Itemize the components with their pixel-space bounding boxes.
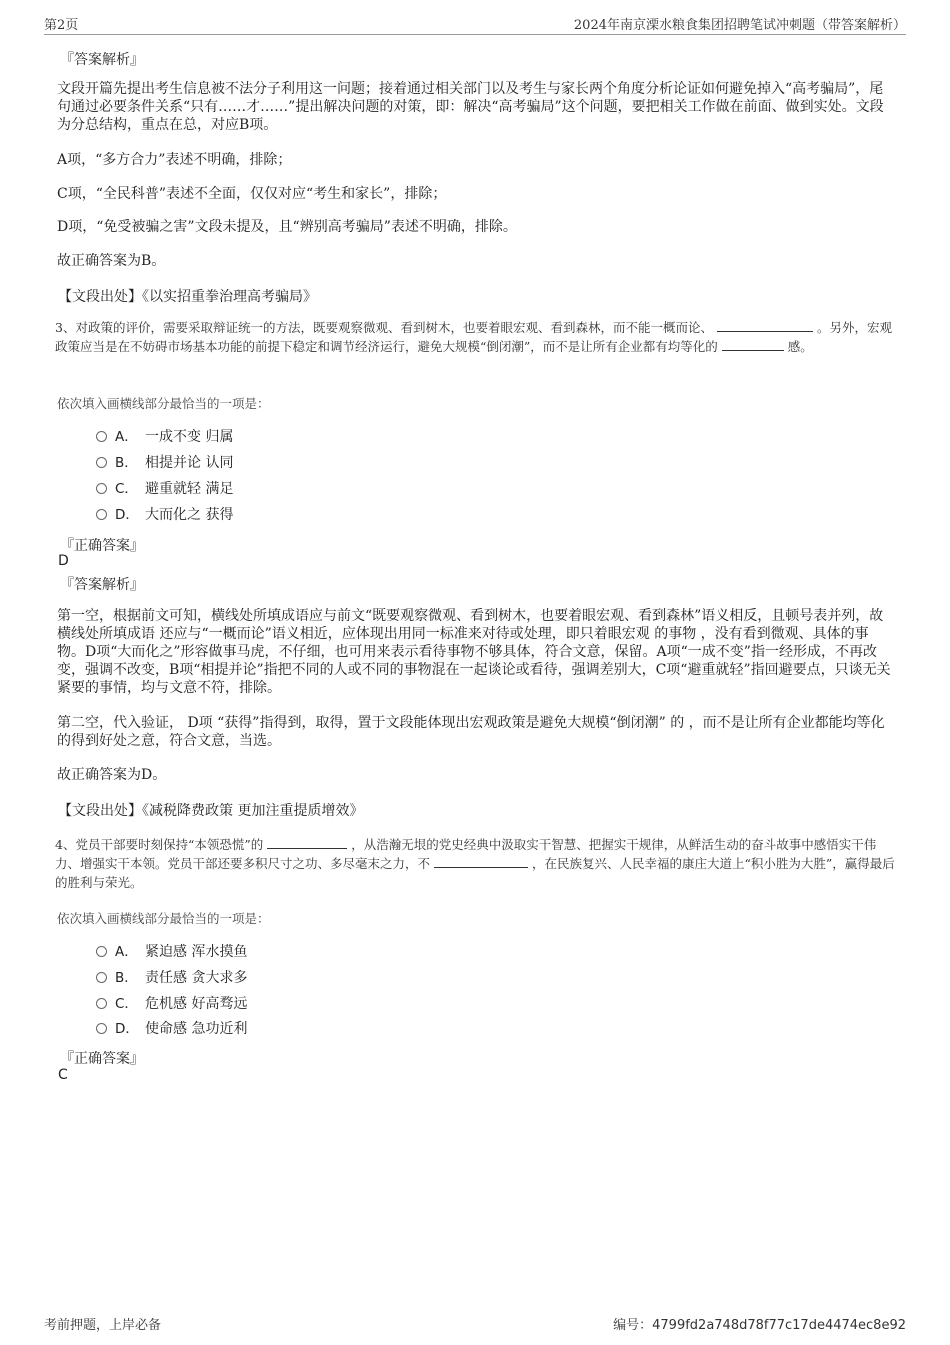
analysis-option-a: A项，“多方合力”表述不明确，排除； xyxy=(57,152,292,168)
question-4-part2: ，从浩瀚无垠的党史经典中汲取实干智慧、把握实干规律，从鲜活生动的奋斗故事中感悟实干伟力、增强实干本领。党员干部还要多积尺寸之功、多尽毫末之力，不 xyxy=(55,837,877,871)
correct-answer-title: 『正确答案』 xyxy=(60,538,144,554)
page-header xyxy=(44,14,906,35)
option-c[interactable]: C． 危机感 好高骛远 xyxy=(96,994,247,1014)
option-b[interactable]: B． 责任感 贪大求多 xyxy=(96,968,247,988)
question-4-part1: 4、党员干部要时刻保持“本领恐慌”的 xyxy=(55,837,264,852)
question-3-text xyxy=(55,318,895,356)
question-4-instruction: 依次填入画横线部分最恰当的一项是： xyxy=(57,911,270,926)
correct-answer: C xyxy=(58,1067,68,1083)
radio-icon[interactable] xyxy=(96,431,107,442)
question-3-instruction: 依次填入画横线部分最恰当的一项是： xyxy=(57,396,270,411)
analysis-option-d: D项，“免受被骗之害”文段未提及，且“辨别高考骗局”表述不明确，排除。 xyxy=(57,219,517,235)
fill-blank-2 xyxy=(722,338,784,351)
analysis-title: 『答案解析』 xyxy=(60,577,144,593)
analysis-title: 『答案解析』 xyxy=(60,52,144,68)
analysis-option-c: C项，“全民科普”表述不全面，仅仅对应“考生和家长”，排除； xyxy=(57,186,447,202)
option-d[interactable]: D． 大而化之 获得 xyxy=(96,505,233,525)
page-number: 第2页 xyxy=(44,18,79,33)
correct-answer: D xyxy=(58,553,69,569)
analysis-paragraph: 文段开篇先提出考生信息被不法分子利用这一问题；接着通过相关部门以及考生与家长两个角度分析论证如何避免掉入“高考骗局”，尾句通过必要条件关系“只有……才……”提出解决问题的对策，即：解决“高考骗局”这个问题，要把相关工作做在前面、做到实处。文段为分总结构，重点在总，对应B项。 xyxy=(57,81,884,133)
question-3-part1: 3、对政策的评价，需要采取辩证统一的方法，既要观察微观、看到树木，也要着眼宏观、看到森林，而不能一概而论、 xyxy=(55,320,713,335)
page-footer xyxy=(44,1314,906,1332)
option-a[interactable]: A． 一成不变 归属 xyxy=(96,427,233,447)
analysis-conclusion: 故正确答案为D。 xyxy=(57,767,167,783)
analysis-paragraph-1: 第一空，根据前文可知，横线处所填成语应与前文“既要观察微观、看到树木，也要着眼宏观、看到森林”语义相反，且顿号表并列，故 横线处所填成语 还应与“一概而论”语义相近，应体现出用同一标准来对待或处理，即只着眼宏观 的事物 ，没有看到微观、具体的事物。D项“大而化之”形容做事马虎，不仔细，也可用来表示看待事物不够具体，符合文意，保留。A项“一成不变”指一经形成，不再改变，强调不改变，B项“相提并论”指把不同的人或不同的事物混在一起谈论或看待，强调差别大，C项“避重就轻”指回避要点，只谈无关紧要的事情，均与文意不符，排除。 xyxy=(57,608,891,696)
question-3-part2: 。另外，宏观政策应当是在不妨碍市场基本功能的前提下稳定和调节经济运行，避免大规模“倒闭潮”，而不是让所有企业都有均等化的 xyxy=(55,320,892,354)
radio-icon[interactable] xyxy=(96,998,107,1009)
source-reference: 【文段出处】《以实招重拳治理高考骗局》 xyxy=(58,289,317,305)
option-a[interactable]: A． 紧迫感 浑水摸鱼 xyxy=(96,942,247,962)
option-c[interactable]: C． 避重就轻 满足 xyxy=(96,479,233,499)
footer-slogan: 考前押题，上岸必备 xyxy=(44,1318,162,1333)
fill-blank-2 xyxy=(434,855,528,868)
radio-icon[interactable] xyxy=(96,946,107,957)
question-4-text xyxy=(55,835,895,892)
analysis-paragraph-2: 第二空，代入验证， D项 “获得”指得到，取得，置于文段能体现出宏观政策是避免大规模“倒闭潮” 的 ，而不是让所有企业都能均等化的得到好处之意，符合文意，当选。 xyxy=(57,715,885,749)
fill-blank-1 xyxy=(717,319,813,332)
question-4-part3: ，在民族复兴、人民幸福的康庄大道上“积小胜为大胜”，赢得最后的胜利与荣光。 xyxy=(55,856,895,890)
source-reference: 【文段出处】《减税降费政策 更加注重提质增效》 xyxy=(58,803,364,819)
document-title: 2024年南京溧水粮食集团招聘笔试冲刺题（带答案解析） xyxy=(573,18,906,33)
radio-icon[interactable] xyxy=(96,509,107,520)
option-b[interactable]: B． 相提并论 认同 xyxy=(96,453,233,473)
document-code: 编号：4799fd2a748d78f77c17de4474ec8e92 xyxy=(613,1318,906,1333)
option-d[interactable]: D． 使命感 急功近利 xyxy=(96,1019,247,1039)
question-3-part3: 感。 xyxy=(787,339,813,354)
correct-answer-title: 『正确答案』 xyxy=(60,1051,144,1067)
radio-icon[interactable] xyxy=(96,457,107,468)
analysis-conclusion: 故正确答案为B。 xyxy=(57,253,166,269)
radio-icon[interactable] xyxy=(96,972,107,983)
fill-blank-1 xyxy=(267,836,347,849)
radio-icon[interactable] xyxy=(96,1023,107,1034)
radio-icon[interactable] xyxy=(96,483,107,494)
